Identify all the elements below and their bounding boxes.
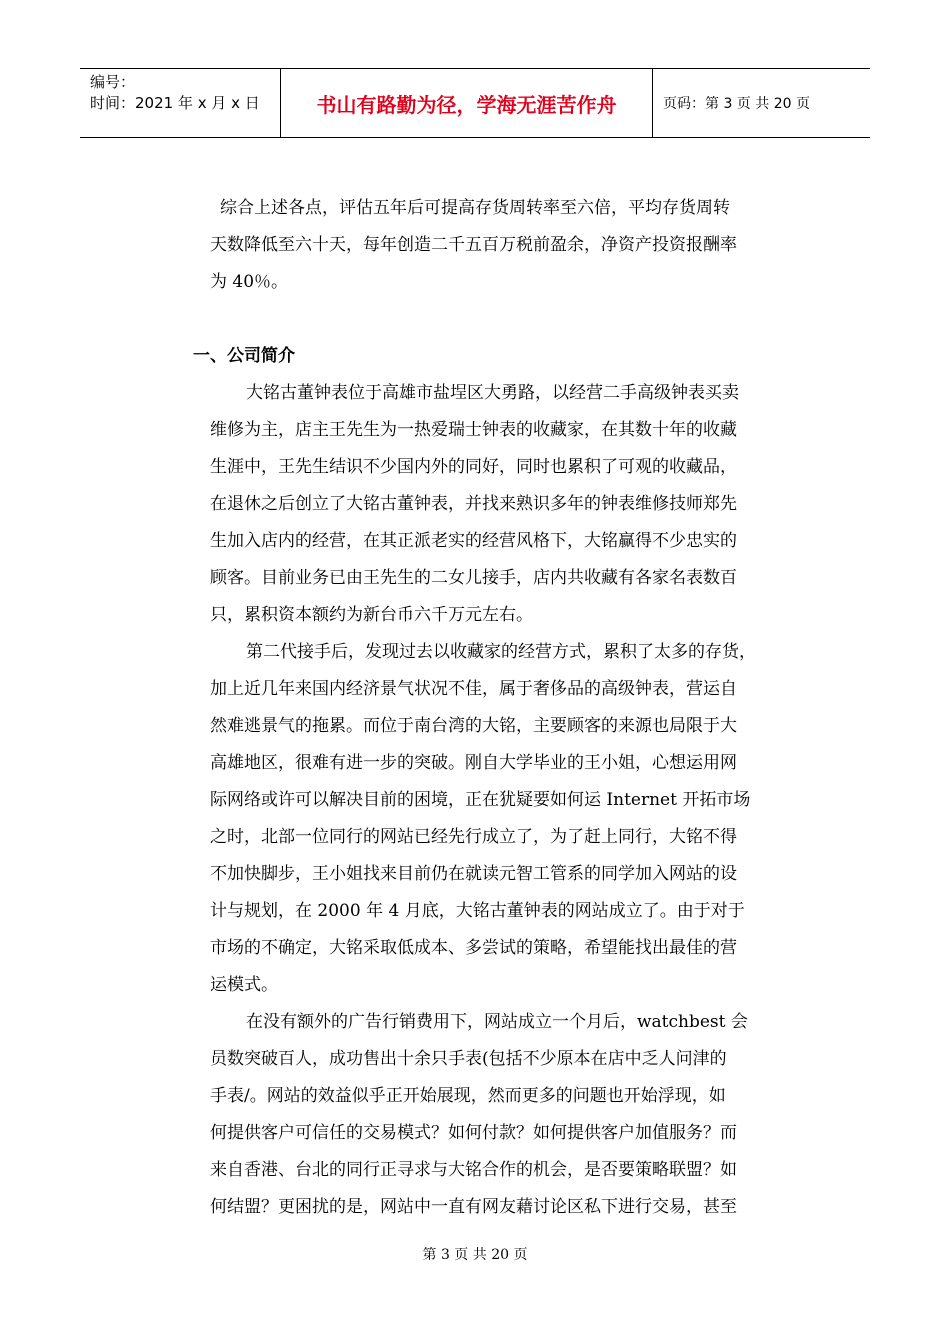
header-meta bbox=[80, 69, 281, 137]
text-line: 维修为主，店主王先生为一热爱瑞士钟表的收藏家，在其数十年的收藏 bbox=[210, 420, 737, 440]
section-title: 一、公司简介 bbox=[193, 346, 295, 366]
text-line: 员数突破百人，成功售出十余只手表(包括不少原本在店中乏人问津的 bbox=[210, 1049, 727, 1069]
document-header bbox=[80, 68, 870, 138]
header-motto: 书山有路勤为径，学海无涯苦作舟 bbox=[281, 69, 653, 137]
text-line: 大铭古董钟表位于高雄市盐埕区大勇路，以经营二手高级钟表买卖 bbox=[246, 383, 739, 403]
text-line: 天数降低至六十天，每年创造二千五百万税前盈余，净资产投资报酬率 bbox=[210, 235, 737, 255]
text-line: 何结盟？更困扰的是，网站中一直有网友藉讨论区私下进行交易，甚至 bbox=[210, 1197, 737, 1217]
text-line: 高雄地区，很难有进一步的突破。刚自大学毕业的王小姐，心想运用网 bbox=[210, 753, 737, 773]
header-number: 编号： bbox=[90, 73, 136, 91]
text-line: 综合上述各点，评估五年后可提高存货周转率至六倍，平均存货周转 bbox=[220, 198, 730, 218]
text-line: 生涯中，王先生结识不少国内外的同好，同时也累积了可观的收藏品， bbox=[210, 457, 737, 477]
text-line: 第二代接手后，发现过去以收藏家的经营方式，累积了太多的存货， bbox=[246, 642, 756, 662]
text-line: 来自香港、台北的同行正寻求与大铭合作的机会，是否要策略联盟？如 bbox=[210, 1160, 737, 1180]
text-line: 计与规划，在 2000 年 4 月底，大铭古董钟表的网站成立了。由于对于 bbox=[210, 901, 745, 921]
text-line: 运模式。 bbox=[210, 975, 278, 995]
text-line: 然难逃景气的拖累。而位于南台湾的大铭，主要顾客的来源也局限于大 bbox=[210, 716, 737, 736]
text-line: 为 40％。 bbox=[210, 272, 289, 292]
text-line: 何提供客户可信任的交易模式？如何付款？如何提供客户加值服务？而 bbox=[210, 1123, 737, 1143]
intro-paragraph bbox=[210, 190, 810, 301]
text-line: 在退休之后创立了大铭古董钟表，并找来熟识多年的钟表维修技师郑先 bbox=[210, 494, 737, 514]
text-line: 在没有额外的广告行销费用下，网站成立一个月后，watchbest 会 bbox=[246, 1012, 748, 1032]
text-line: 市场的不确定，大铭采取低成本、多尝试的策略，希望能找出最佳的营 bbox=[210, 938, 737, 958]
text-line: 之时，北部一位同行的网站已经先行成立了，为了赶上同行，大铭不得 bbox=[210, 827, 737, 847]
text-line: 只，累积资本额约为新台币六千万元左右。 bbox=[210, 605, 533, 625]
text-line: 际网络或许可以解决目前的困境，正在犹疑要如何运 Internet 开拓市场 bbox=[210, 790, 751, 810]
text-line: 生加入店内的经营，在其正派老实的经营风格下，大铭赢得不少忠实的 bbox=[210, 531, 737, 551]
header-time: 时间：2021 年 x 月 x 日 bbox=[90, 94, 260, 112]
text-line: 不加快脚步，王小姐找来目前仍在就读元智工管系的同学加入网站的设 bbox=[210, 864, 737, 884]
text-line: 手表/。网站的效益似乎正开始展现，然而更多的问题也开始浮现，如 bbox=[210, 1086, 726, 1106]
text-line: 顾客。目前业务已由王先生的二女儿接手，店内共收藏有各家名表数百 bbox=[210, 568, 737, 588]
page-footer: 第 3 页 共 20 页 bbox=[422, 1247, 528, 1263]
text-line: 加上近几年来国内经济景气状况不佳，属于奢侈品的高级钟表，营运自 bbox=[210, 679, 737, 699]
body-paragraphs bbox=[210, 375, 810, 1226]
header-page-info: 页码：第 3 页 共 20 页 bbox=[663, 96, 810, 112]
